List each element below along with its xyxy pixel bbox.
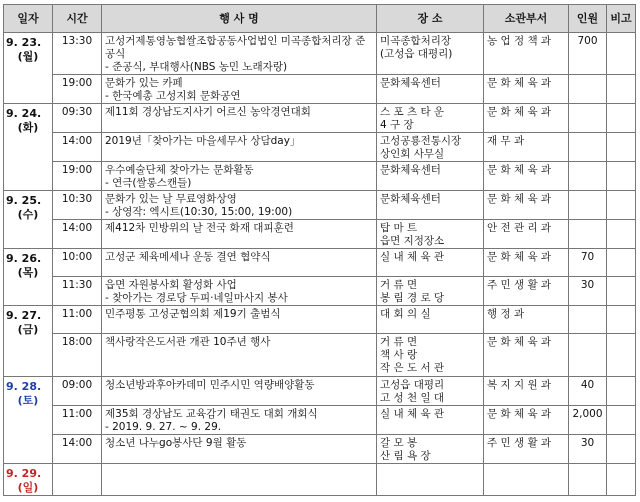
date-text: 9. 24.: [6, 107, 42, 120]
place-cell: [377, 334, 484, 377]
department-cell: [484, 33, 569, 75]
table-row: [4, 33, 636, 75]
place-cell-line: (고성읍 대평리): [380, 48, 453, 60]
date-cell: [4, 33, 53, 104]
note-cell: [607, 75, 636, 104]
department-cell-line: 주 민 생 활 과: [487, 279, 552, 291]
time-cell: 19:00: [53, 162, 102, 191]
department-cell: [484, 249, 569, 277]
attendees-cell: 40: [569, 377, 607, 406]
event-cell-line: 고성군 체육메세나 운동 결연 협약식: [105, 251, 271, 263]
event-cell: [102, 334, 377, 377]
table-row: [4, 162, 636, 191]
note-cell: [607, 406, 636, 435]
attendees-cell: [569, 334, 607, 377]
date-cell: [4, 464, 53, 496]
date-cell: [4, 377, 53, 464]
note-cell: [607, 249, 636, 277]
department-cell: [484, 406, 569, 435]
event-cell: [102, 104, 377, 133]
place-cell-line: 고성공룡전통시장: [380, 135, 462, 147]
place-cell-line: 읍면 지정장소: [380, 235, 445, 247]
department-cell: [484, 162, 569, 191]
department-cell: [484, 191, 569, 220]
day-of-week: (수): [17, 208, 39, 221]
note-cell: [607, 306, 636, 334]
place-cell-line: 4 구 장: [380, 119, 414, 131]
event-cell: [102, 406, 377, 435]
place-cell-line: 스 포 츠 타 운: [380, 106, 445, 118]
table-row: [4, 133, 636, 162]
schedule-body: [4, 33, 636, 496]
event-cell-line: 읍면 자원봉사회 활성화 사업: [105, 279, 237, 291]
note-cell: [607, 277, 636, 306]
table-row: [4, 334, 636, 377]
department-cell: [484, 104, 569, 133]
place-cell-line: 상인회 사무실: [380, 148, 445, 160]
department-cell-line: 문 화 체 육 과: [487, 408, 552, 420]
place-cell-line: 문화체육센터: [380, 77, 441, 89]
place-cell: [377, 162, 484, 191]
header-note: 비고: [607, 5, 636, 33]
header-attendees: 인원: [569, 5, 607, 33]
department-cell: [484, 435, 569, 464]
department-cell: [484, 334, 569, 377]
place-cell: [377, 191, 484, 220]
place-cell-line: 문화체육센터: [380, 164, 441, 176]
day-of-week: (화): [17, 121, 39, 134]
header-department: 소관부서: [484, 5, 569, 33]
place-cell: [377, 377, 484, 406]
attendees-cell: 70: [569, 249, 607, 277]
department-cell-line: 재 무 과: [487, 135, 525, 147]
table-row: [4, 406, 636, 435]
place-cell-line: 실 내 체 육 관: [380, 408, 445, 420]
date-text: 9. 29.: [6, 467, 42, 480]
place-cell-line: 대 회 의 실: [380, 308, 431, 320]
time-cell: 14:00: [53, 220, 102, 249]
note-cell: [607, 464, 636, 496]
time-cell: 14:00: [53, 133, 102, 162]
department-cell: [484, 277, 569, 306]
event-cell: [102, 162, 377, 191]
time-cell: 10:30: [53, 191, 102, 220]
event-cell: [102, 377, 377, 406]
place-cell: [377, 133, 484, 162]
day-of-week: (금): [17, 323, 39, 336]
date-text: 9. 28.: [6, 380, 42, 393]
event-cell: [102, 464, 377, 496]
day-of-week: (월): [17, 50, 39, 63]
department-cell-line: 문 화 체 육 과: [487, 251, 552, 263]
department-cell-line: 행 정 과: [487, 308, 525, 320]
table-row: [4, 191, 636, 220]
event-cell-line: 민주평통 고성군협의회 제19기 출범식: [105, 308, 281, 320]
note-cell: [607, 33, 636, 75]
event-cell-line: 청소년 나누go봉사단 9월 활동: [105, 437, 247, 449]
attendees-cell: [569, 306, 607, 334]
time-cell: [53, 464, 102, 496]
department-cell: [484, 133, 569, 162]
date-cell: [4, 306, 53, 377]
table-row: [4, 464, 636, 496]
table-row: [4, 220, 636, 249]
day-of-week: (목): [17, 266, 39, 279]
attendees-cell: [569, 220, 607, 249]
event-cell-line: 제412차 민방위의 날 전국 화재 대피훈련: [105, 222, 294, 234]
department-cell-line: 문 화 체 육 과: [487, 336, 552, 348]
place-cell: [377, 249, 484, 277]
table-row: [4, 277, 636, 306]
place-cell-line: 탑 마 트: [380, 222, 418, 234]
place-cell: [377, 277, 484, 306]
note-cell: [607, 162, 636, 191]
header-date: 일자: [4, 5, 53, 33]
place-cell-line: 거 류 면: [380, 336, 418, 348]
time-cell: 11:00: [53, 406, 102, 435]
note-cell: [607, 104, 636, 133]
department-cell-line: 문 화 체 육 과: [487, 164, 552, 176]
place-cell: [377, 104, 484, 133]
header-event: 행 사 명: [102, 5, 377, 33]
department-cell-line: 복 지 지 원 과: [487, 379, 552, 391]
note-cell: [607, 435, 636, 464]
event-cell: [102, 33, 377, 75]
event-cell-line: 고성거제통영농협쌀조합공동사업법인 미곡종합처리장 준공식: [105, 35, 366, 60]
department-cell-line: 주 민 생 활 과: [487, 437, 552, 449]
event-cell: [102, 277, 377, 306]
department-cell-line: 문 화 체 육 과: [487, 106, 552, 118]
department-cell: [484, 464, 569, 496]
time-cell: 10:00: [53, 249, 102, 277]
place-cell: [377, 220, 484, 249]
department-cell: [484, 306, 569, 334]
attendees-cell: 700: [569, 33, 607, 75]
attendees-cell: 2,000: [569, 406, 607, 435]
attendees-cell: 30: [569, 435, 607, 464]
attendees-cell: [569, 464, 607, 496]
date-cell: [4, 191, 53, 249]
event-cell-line: - 2019. 9. 27. ~ 9. 29.: [105, 421, 222, 433]
table-row: [4, 75, 636, 104]
department-cell-line: 농 업 정 책 과: [487, 35, 552, 47]
place-cell: [377, 75, 484, 104]
event-cell-line: - 준공식, 부대행사(NBS 농민 노래자랑): [105, 61, 288, 73]
place-cell-line: 고 성 천 일 대: [380, 392, 445, 404]
date-text: 9. 25.: [6, 194, 42, 207]
event-cell-line: - 찾아가는 경로당 두피·네일마사지 봉사: [105, 292, 288, 304]
attendees-cell: [569, 133, 607, 162]
note-cell: [607, 377, 636, 406]
event-cell-line: 문화가 있는 카페: [105, 77, 183, 89]
place-cell: [377, 306, 484, 334]
event-cell-line: - 한국예총 고성지회 문화공연: [105, 90, 241, 102]
event-cell-line: 책사랑작은도서관 개관 10주년 행사: [105, 336, 271, 348]
place-cell-line: 갈 모 봉: [380, 437, 418, 449]
event-cell-line: 제11회 경상남도지사기 어르신 농악경연대회: [105, 106, 311, 118]
attendees-cell: [569, 104, 607, 133]
time-cell: 09:00: [53, 377, 102, 406]
event-cell-line: 우수예술단체 찾아가는 문화활동: [105, 164, 254, 176]
table-row: [4, 249, 636, 277]
time-cell: 18:00: [53, 334, 102, 377]
attendees-cell: [569, 162, 607, 191]
event-cell: [102, 133, 377, 162]
date-cell: [4, 249, 53, 306]
place-cell-line: 거 류 면: [380, 279, 418, 291]
event-cell-line: 2019년「찾아가는 마을세무사 상담day」: [105, 135, 301, 147]
note-cell: [607, 191, 636, 220]
table-row: [4, 435, 636, 464]
event-cell: [102, 306, 377, 334]
day-of-week: (토): [17, 394, 39, 407]
attendees-cell: [569, 191, 607, 220]
event-cell: [102, 191, 377, 220]
time-cell: 19:00: [53, 75, 102, 104]
header-time: 시간: [53, 5, 102, 33]
place-cell-line: 고성읍 대평리: [380, 379, 445, 391]
place-cell-line: 책 사 랑: [380, 349, 418, 361]
table-row: [4, 104, 636, 133]
date-text: 9. 23.: [6, 36, 42, 49]
time-cell: 11:00: [53, 306, 102, 334]
header-place: 장 소: [377, 5, 484, 33]
time-cell: 09:30: [53, 104, 102, 133]
date-cell: [4, 104, 53, 191]
table-row: [4, 377, 636, 406]
event-cell-line: 문화가 있는 날 무료영화상영: [105, 193, 237, 205]
note-cell: [607, 133, 636, 162]
place-cell: [377, 406, 484, 435]
place-cell: [377, 464, 484, 496]
place-cell-line: 미곡종합처리장: [380, 35, 452, 47]
department-cell: [484, 377, 569, 406]
day-of-week: (일): [17, 481, 39, 494]
attendees-cell: [569, 75, 607, 104]
attendees-cell: 30: [569, 277, 607, 306]
event-cell-line: - 연극(쌀롱스캔들): [105, 177, 192, 189]
department-cell-line: 문 화 체 육 과: [487, 77, 552, 89]
event-cell: [102, 249, 377, 277]
date-text: 9. 26.: [6, 252, 42, 265]
note-cell: [607, 220, 636, 249]
event-cell: [102, 220, 377, 249]
note-cell: [607, 334, 636, 377]
event-cell: [102, 435, 377, 464]
event-cell: [102, 75, 377, 104]
header-row: [4, 5, 636, 33]
department-cell-line: 문 화 체 육 과: [487, 193, 552, 205]
place-cell-line: 문화체육센터: [380, 193, 441, 205]
place-cell: [377, 435, 484, 464]
time-cell: 14:00: [53, 435, 102, 464]
time-cell: 11:30: [53, 277, 102, 306]
place-cell: [377, 33, 484, 75]
schedule-table: [3, 4, 636, 496]
department-cell: [484, 75, 569, 104]
date-text: 9. 27.: [6, 309, 42, 322]
department-cell: [484, 220, 569, 249]
event-cell-line: - 상영작: 엑시트(10:30, 15:00, 19:00): [105, 206, 293, 218]
place-cell-line: 실 내 체 육 관: [380, 251, 445, 263]
place-cell-line: 작 은 도 서 관: [380, 362, 445, 374]
event-cell-line: 제35회 경상남도 교육감기 태권도 대회 개회식: [105, 408, 318, 420]
time-cell: 13:30: [53, 33, 102, 75]
place-cell-line: 산 림 욕 장: [380, 450, 431, 462]
department-cell-line: 안 전 관 리 과: [487, 222, 552, 234]
place-cell-line: 봉 림 경 로 당: [380, 292, 445, 304]
event-cell-line: 청소년방과후아카데미 민주시민 역량배양활동: [105, 379, 315, 391]
table-row: [4, 306, 636, 334]
